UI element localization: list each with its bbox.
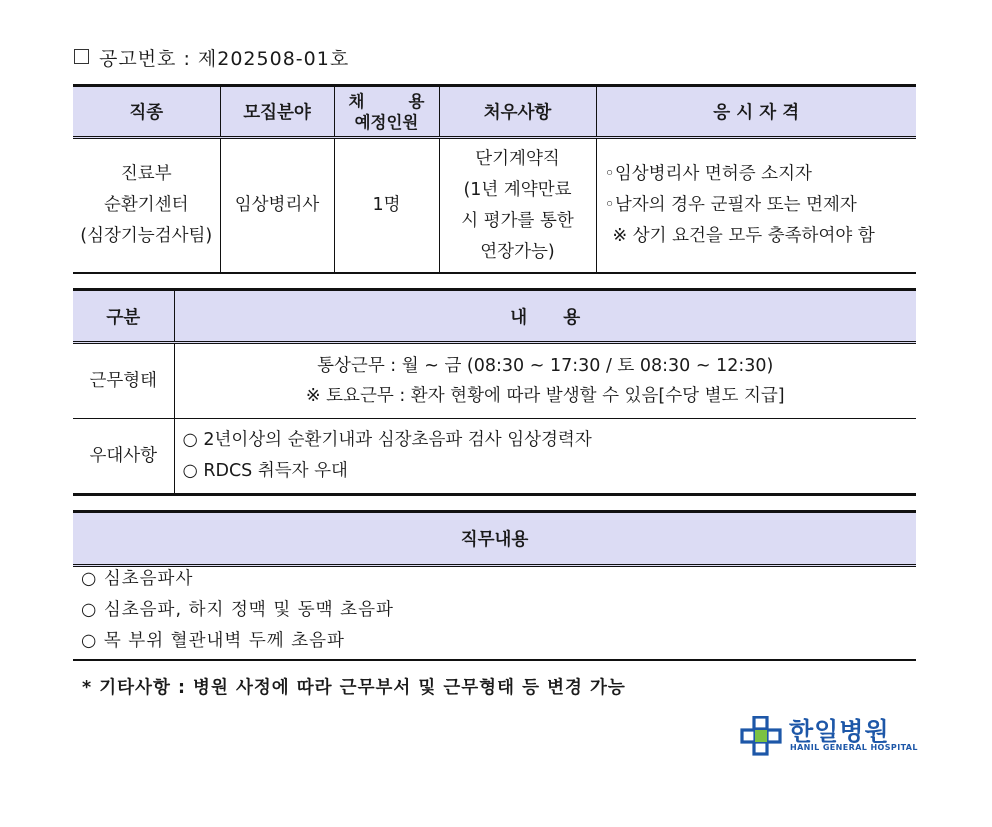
work-hours: 통상근무 : 월 ~ 금 (08:30 ~ 17:30 / 토 08:30 ~ 12:30)	[317, 356, 774, 376]
logo-name: 한일병원	[789, 717, 890, 746]
header-category: 구분	[73, 290, 174, 343]
cell-field: 임상병리사	[220, 138, 334, 274]
job-line: 진료부	[120, 164, 172, 184]
saturday-note: ※ 토요근무 : 환자 현황에 따라 발생할 수 있음[수당 별도 지급]	[305, 386, 785, 406]
preference-item: ○ 2년이상의 순환기내과 심장초음파 검사 임상경력자	[182, 430, 592, 450]
recruitment-table	[73, 84, 916, 274]
checkbox-square-icon	[74, 49, 89, 64]
header-job: 직종	[73, 86, 220, 138]
cell-benefits	[439, 138, 596, 274]
benefit-line: 시 평가를 통한	[461, 210, 574, 231]
duty-item: ○ 심초음파사	[81, 569, 194, 589]
qualification-line: ◦임상병리사 면허증 소지자	[604, 164, 812, 184]
preference-label: 우대사항	[73, 419, 174, 495]
work-type-label: 근무형태	[73, 343, 174, 419]
benefit-line: 연장가능)	[480, 241, 555, 262]
preference-item: ○ RDCS 취득자 우대	[182, 461, 348, 481]
header-benefits: 처우사항	[439, 86, 596, 138]
header-planned-b: 용	[408, 91, 425, 111]
duty-item: ○ 심초음파, 하지 정맥 및 동맥 초음파	[81, 600, 394, 620]
qualification-line: ◦남자의 경우 군필자 또는 면제자	[604, 195, 857, 215]
detail-table	[73, 288, 916, 496]
preference-row	[73, 419, 916, 495]
cell-count: 1명	[334, 138, 439, 274]
notice-label: 공고번호 : 제202508-01호	[99, 48, 350, 70]
etc-note: * 기타사항 : 병원 사정에 따라 근무부서 및 근무형태 등 변경 가능	[82, 678, 626, 698]
duties-list	[73, 566, 916, 661]
recruitment-row	[73, 138, 916, 274]
hospital-cross-icon	[740, 716, 784, 756]
detail-header-row	[73, 290, 916, 343]
header-qualifications: 응 시 자 격	[596, 86, 916, 138]
header-planned-count	[334, 86, 439, 138]
benefit-line: (1년 계약만료	[463, 179, 572, 200]
hospital-logo	[740, 716, 916, 756]
qualification-line: ※ 상기 요건을 모두 충족하여야 함	[612, 226, 875, 246]
recruitment-header-row	[73, 86, 916, 138]
work-type-content	[174, 343, 916, 419]
notice-number	[74, 44, 349, 71]
header-content: 내 용	[174, 290, 916, 343]
preference-content	[174, 419, 916, 495]
job-line: 순환기센터	[103, 195, 189, 215]
logo-subtitle: HANIL GENERAL HOSPITAL	[790, 743, 918, 752]
header-field: 모집분야	[220, 86, 334, 138]
header-planned-c: 예정인원	[354, 112, 419, 132]
benefit-line: 단기계약직	[475, 148, 560, 169]
job-line: (심장기능검사팀)	[80, 226, 213, 246]
duty-item: ○ 목 부위 혈관내벽 두께 초음파	[81, 631, 345, 651]
duties-title: 직무내용	[73, 510, 916, 567]
header-planned-a: 채	[348, 91, 365, 111]
cell-job	[73, 138, 220, 274]
work-type-row	[73, 343, 916, 419]
cell-qualifications	[596, 138, 916, 274]
